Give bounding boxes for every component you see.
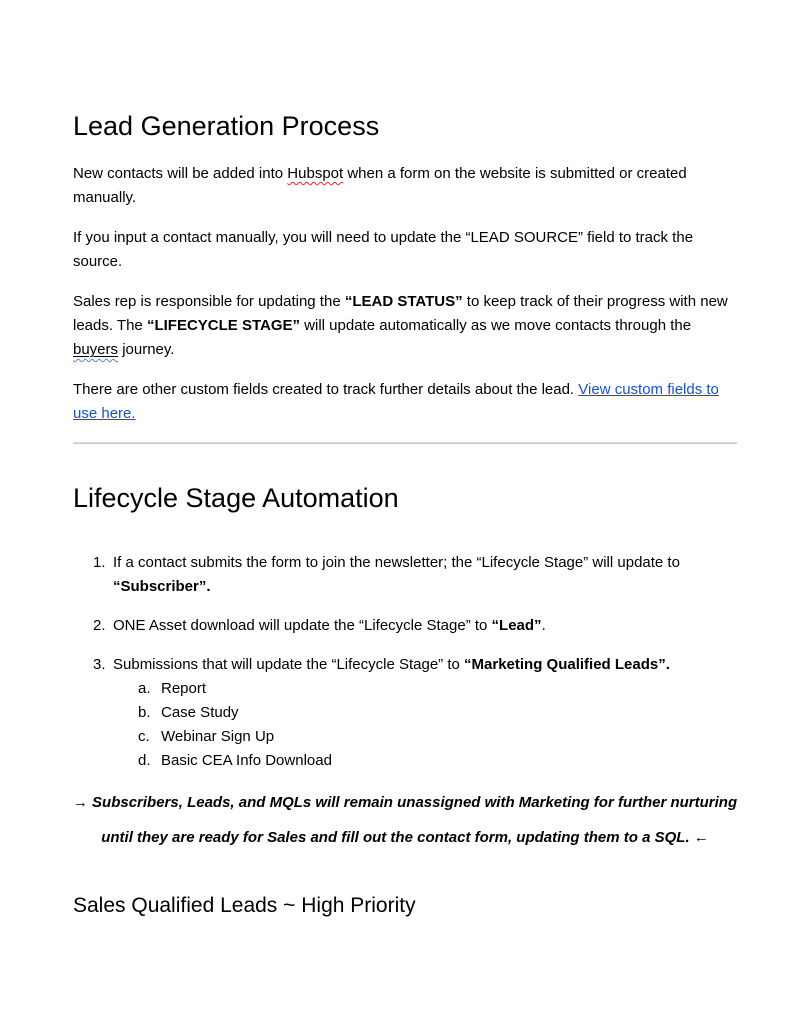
- bold-marketing-qualified-leads: “Marketing Qualified Leads”.: [464, 656, 670, 673]
- sub-item-case-study: [73, 701, 737, 725]
- bold-lead-status: “LEAD STATUS”: [344, 293, 463, 310]
- text-run: journey.: [118, 341, 175, 358]
- view-custom-fields-link[interactable]: View custom fields to use here.: [73, 381, 719, 422]
- list-marker: 1.: [93, 554, 106, 571]
- paragraph-new-contacts: [73, 162, 737, 210]
- text-run: will update automatically as we move contacts through the: [300, 317, 692, 334]
- bold-lifecycle-stage: “LIFECYCLE STAGE”: [146, 317, 301, 334]
- bold-lead: “Lead”: [491, 617, 542, 634]
- misspelled-word-hubspot: Hubspot: [287, 165, 344, 182]
- callout-unassigned-note: → Subscribers, Leads, and MQLs will remain unassigned with Marketing for further nurturing until they are ready for Sales and fill out the contact form, updating them to a SQL. ←: [72, 794, 738, 846]
- heading-lifecycle-stage-automation: Lifecycle Stage Automation: [73, 483, 399, 513]
- heading-lead-generation-process: Lead Generation Process: [73, 111, 380, 141]
- paragraph-lead-status: [73, 290, 737, 362]
- text-run: ONE Asset download will update the “Lifecycle Stage” to: [113, 617, 492, 634]
- list-marker: a.: [138, 680, 151, 697]
- text-run: There are other custom fields created to track further details about the lead.: [73, 381, 579, 398]
- text-run: .: [541, 617, 546, 634]
- sub-item-webinar-sign-up: [73, 725, 737, 749]
- text-run: when a form on the website is submitted or created manually.: [73, 165, 687, 206]
- paragraph-lead-source: If you input a contact manually, you will need to update the “LEAD SOURCE” field to track the source.: [73, 229, 694, 270]
- list-marker: d.: [138, 752, 151, 769]
- lifecycle-numbered-list: [73, 551, 737, 773]
- heading-sales-qualified-leads: Sales Qualified Leads ~ High Priority: [73, 894, 416, 917]
- text-run: Report: [161, 680, 207, 697]
- sub-item-report: [73, 677, 737, 701]
- text-run: Case Study: [161, 704, 239, 721]
- list-marker: 2.: [93, 617, 106, 634]
- sub-item-basic-cea-info-download: [73, 749, 737, 773]
- horizontal-rule: [73, 442, 737, 444]
- text-run: If a contact submits the form to join the newsletter; the “Lifecycle Stage” will update to: [113, 554, 680, 571]
- list-item-lead: [73, 614, 737, 638]
- paragraph-custom-fields: [73, 378, 737, 426]
- list-item-mql: [73, 653, 737, 677]
- text-run: Sales rep is responsible for updating the: [73, 293, 345, 310]
- underlined-word-buyers: buyers: [73, 341, 119, 358]
- list-item-subscriber: [73, 551, 737, 599]
- list-marker: b.: [138, 704, 151, 721]
- grammar-flagged-word-buyers: [73, 341, 118, 358]
- text-run: Basic CEA Info Download: [161, 752, 332, 769]
- list-marker: 3.: [93, 656, 106, 673]
- text-run: to keep track of their progress with new leads. The: [73, 293, 728, 334]
- bold-subscriber: “Subscriber”.: [113, 578, 211, 595]
- text-run: Webinar Sign Up: [161, 728, 275, 745]
- text-run: Submissions that will update the “Lifecycle Stage” to: [113, 656, 465, 673]
- text-run: New contacts will be added into: [73, 165, 288, 182]
- list-marker: c.: [138, 728, 150, 745]
